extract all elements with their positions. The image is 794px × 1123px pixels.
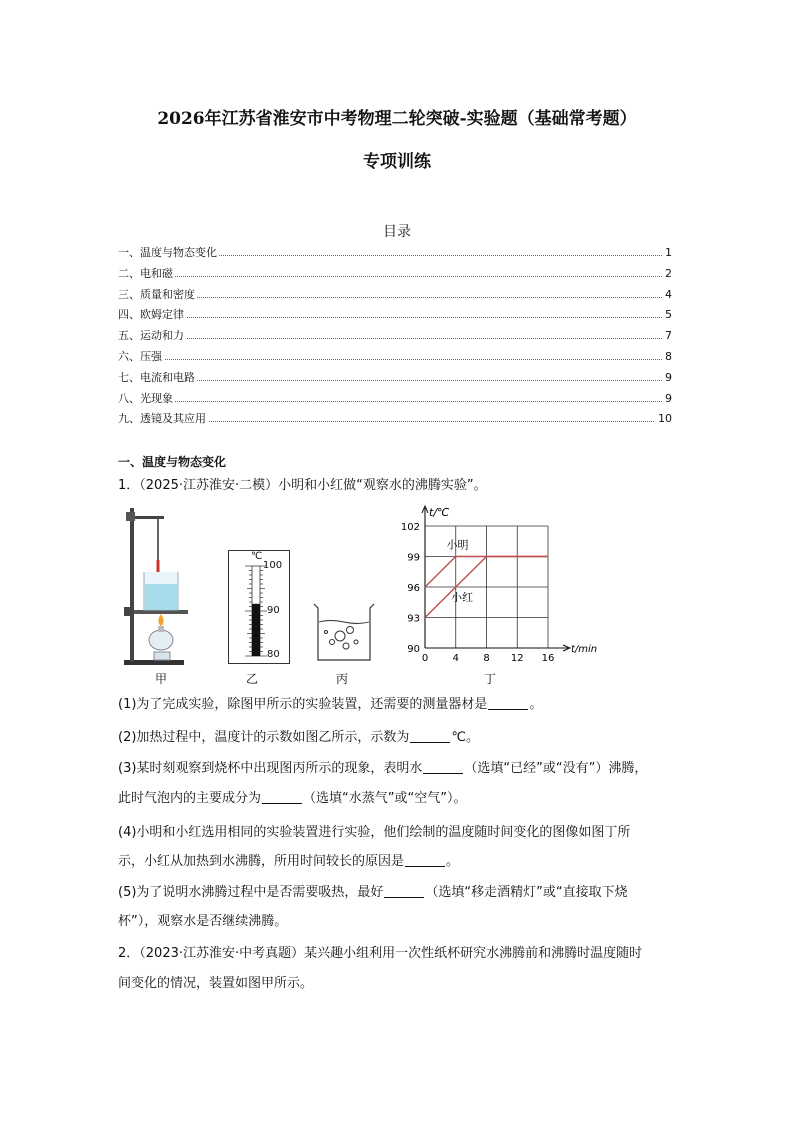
answer-blank[interactable] [405, 854, 445, 867]
answer-blank[interactable] [423, 761, 463, 774]
toc-item-label: 一、温度与物态变化 [118, 246, 217, 259]
figure-bing-beaker [310, 602, 376, 664]
q1-part3: (3)某时刻观察到烧杯中出现图丙所示的现象，表明水 （选填“已经”或“没有”）沸腾， [118, 761, 648, 776]
chart-series-name: 小红 [451, 591, 474, 605]
chart-x-tick-label: 4 [452, 653, 459, 664]
figure-label-yi: 乙 [246, 672, 259, 686]
toc-item-label: 八、光现象 [118, 391, 173, 405]
question1-stem: 1．（2025·江苏淮安·二模）小明和小红做“观察水的沸腾实验”。 [118, 478, 487, 493]
chart-y-label: t/℃ [429, 506, 450, 519]
toc-leader [118, 297, 672, 298]
toc-item[interactable] [118, 350, 672, 364]
chart-y-tick-label: 93 [407, 613, 420, 625]
thermometer-liquid [252, 604, 260, 656]
figure-ding-chart [390, 500, 610, 670]
toc-item-page: 10 [655, 412, 672, 426]
toc-item[interactable] [118, 371, 672, 385]
figure-jia-apparatus [118, 500, 198, 670]
toc-item[interactable] [118, 329, 672, 343]
toc-item-page: 2 [662, 267, 672, 281]
answer-blank[interactable] [262, 791, 302, 804]
thermometer-scale [229, 551, 289, 663]
toc-leader [118, 359, 672, 360]
q1-part5-cont: 杯”），观察水是否继续沸腾。 [118, 914, 288, 929]
section-heading: 一、温度与物态变化 [118, 455, 227, 469]
chart-y-tick-label: 102 [400, 522, 420, 533]
chart-x-tick-label: 16 [541, 653, 555, 664]
thermometer-unit: ℃ [251, 551, 263, 562]
q1-part4-cont: 示，小红从加热到水沸腾，所用时间较长的原因是 。 [118, 854, 460, 869]
question2-line1: 2．（2023·江苏淮安·中考真题）某兴趣小组利用一次性纸杯研究水沸腾前和沸腾时温度随时 [118, 946, 643, 961]
toc-leader [118, 401, 672, 402]
chart-x-tick-label: 0 [421, 653, 429, 664]
toc-leader [118, 276, 672, 277]
thermometer-tick-label: 80 [267, 649, 280, 660]
toc-leader [118, 338, 672, 339]
chart-y-tick-label: 96 [407, 583, 420, 594]
chart-x-tick-label: 8 [483, 653, 490, 664]
chart-x-label: t/min [571, 644, 598, 655]
doc-title-line1: 2026年江苏省淮安市中考物理二轮突破-实验题（基础常考题） [157, 109, 637, 129]
toc-item-label: 二、电和磁 [118, 266, 173, 280]
toc-item-label: 九、透镜及其应用 [118, 412, 206, 426]
answer-blank[interactable] [488, 697, 528, 710]
thermometer-tick-label: 90 [267, 605, 280, 616]
toc-item[interactable] [118, 267, 672, 281]
thermometer-tick-label: 100 [263, 560, 283, 571]
toc-item-page: 9 [662, 392, 672, 406]
toc-heading: 目录 [383, 224, 411, 240]
chart-y-tick-label: 90 [407, 644, 420, 655]
figure-label-bing: 丙 [336, 672, 349, 686]
toc-item-page: 1 [662, 246, 672, 260]
q1-part5: (5)为了说明水沸腾过程中是否需要吸热，最好 （选填“移走酒精灯”或“直接取下烧 [118, 885, 628, 900]
chart-x-tick-label: 12 [510, 653, 524, 664]
q1-part4: (4)小明和小红选用相同的实验装置进行实验，他们绘制的温度随时间变化的图像如图丁所 [118, 825, 631, 840]
q1-part2: (2)加热过程中，温度计的示数如图乙所示，示数为 ℃。 [118, 730, 480, 745]
answer-blank[interactable] [410, 730, 450, 743]
doc-title-line2: 专项训练 [363, 152, 431, 172]
toc-item-label: 五、运动和力 [118, 329, 184, 343]
figure-label-ding: 丁 [484, 672, 497, 686]
toc-item-label: 七、电流和电路 [118, 370, 195, 384]
toc-item-label: 六、压强 [118, 350, 162, 363]
figure-label-jia: 甲 [155, 672, 168, 686]
toc-leader [118, 317, 672, 318]
toc-item-page: 7 [662, 329, 672, 343]
toc-item[interactable] [118, 246, 672, 260]
chart-y-tick-label: 99 [407, 552, 420, 564]
toc-leader [118, 380, 672, 381]
figure-yi-thermometer [228, 550, 290, 664]
toc-item[interactable] [118, 308, 672, 322]
toc-item[interactable] [118, 412, 672, 426]
toc-item-label: 三、质量和密度 [118, 287, 195, 301]
question2-line2: 间变化的情况，装置如图甲所示。 [118, 976, 314, 991]
toc-item[interactable] [118, 392, 672, 406]
toc-item-page: 8 [662, 350, 672, 364]
chart-series-name: 小明 [446, 538, 469, 552]
toc-item-page: 4 [662, 288, 672, 302]
toc-item-page: 9 [662, 371, 672, 385]
toc-item-label: 四、欧姆定律 [118, 308, 184, 322]
q1-part1: (1)为了完成实验，除图甲所示的实验装置，还需要的测量器材是 。 [118, 697, 543, 712]
q1-part3-cont: 此时气泡内的主要成分为 （选填“水蒸气”或“空气”）。 [118, 791, 467, 806]
toc-item-page: 5 [662, 308, 672, 322]
toc-item[interactable] [118, 288, 672, 302]
answer-blank[interactable] [384, 885, 424, 898]
